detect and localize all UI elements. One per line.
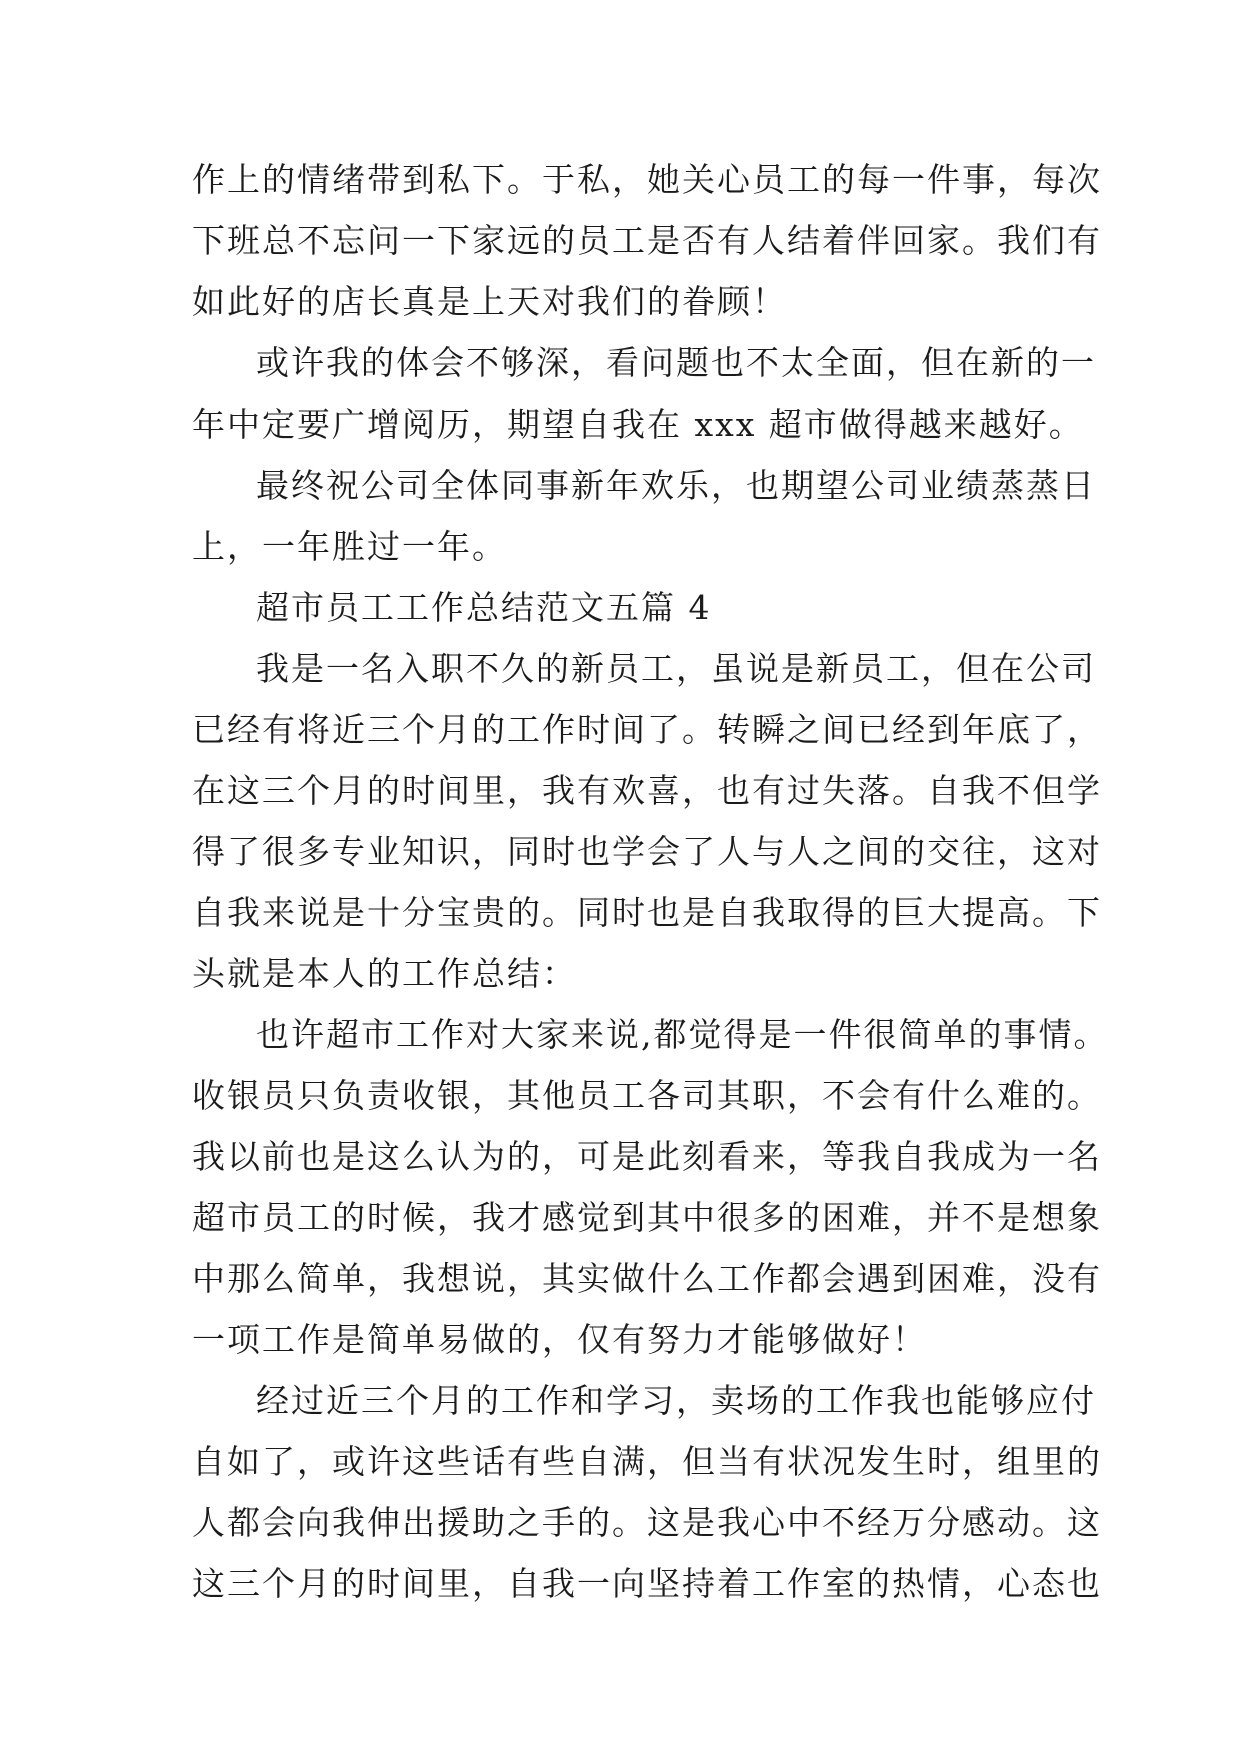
text-line: 作上的情绪带到私下。于私，她关心员工的每一件事，每次: [192, 160, 1102, 199]
text-line: 上，一年胜过一年。: [192, 527, 507, 566]
text-line: 自如了，或许这些话有些自满，但当有状况发生时，组里的: [192, 1442, 1102, 1481]
text-line: 人都会向我伸出援助之手的。这是我心中不经万分感动。这: [192, 1503, 1102, 1542]
text-line: 或许我的体会不够深，看问题也不太全面，但在新的一: [256, 343, 1096, 382]
text-line: 中那么简单，我想说，其实做什么工作都会遇到困难，没有: [192, 1259, 1102, 1298]
section-heading: 超市员工工作总结范文五篇 4: [256, 588, 712, 627]
text-line: 这三个月的时间里，自我一向坚持着工作室的热情，心态也: [192, 1564, 1102, 1603]
text-line: 得了很多专业知识，同时也学会了人与人之间的交往，这对: [192, 832, 1102, 871]
text-line: 我以前也是这么认为的，可是此刻看来，等我自我成为一名: [192, 1137, 1102, 1176]
text-line: 一项工作是简单易做的，仅有努力才能够做好！: [192, 1320, 927, 1359]
text-line: 我是一名入职不久的新员工，虽说是新员工，但在公司: [256, 649, 1096, 688]
text-line: 经过近三个月的工作和学习，卖场的工作我也能够应付: [256, 1381, 1096, 1420]
text-line: 已经有将近三个月的工作时间了。转瞬之间已经到年底了，: [192, 710, 1102, 749]
text-line: 在这三个月的时间里，我有欢喜，也有过失落。自我不但学: [192, 771, 1102, 810]
text-line: 收银员只负责收银，其他员工各司其职，不会有什么难的。: [192, 1076, 1102, 1115]
text-line: 也许超市工作对大家来说,都觉得是一件很简单的事情。: [256, 1015, 1109, 1054]
text-line: 最终祝公司全体同事新年欢乐，也期望公司业绩蒸蒸日: [256, 466, 1096, 505]
text-line: 年中定要广增阅历，期望自我在 xxx 超市做得越来越好。: [192, 405, 1084, 444]
text-line: 自我来说是十分宝贵的。同时也是自我取得的巨大提高。下: [192, 893, 1102, 932]
text-line: 下班总不忘问一下家远的员工是否有人结着伴回家。我们有: [192, 221, 1102, 260]
text-line: 超市员工的时候，我才感觉到其中很多的困难，并不是想象: [192, 1198, 1102, 1237]
text-line: 如此好的店长真是上天对我们的眷顾！: [192, 282, 787, 321]
text-line: 头就是本人的工作总结：: [192, 954, 577, 993]
